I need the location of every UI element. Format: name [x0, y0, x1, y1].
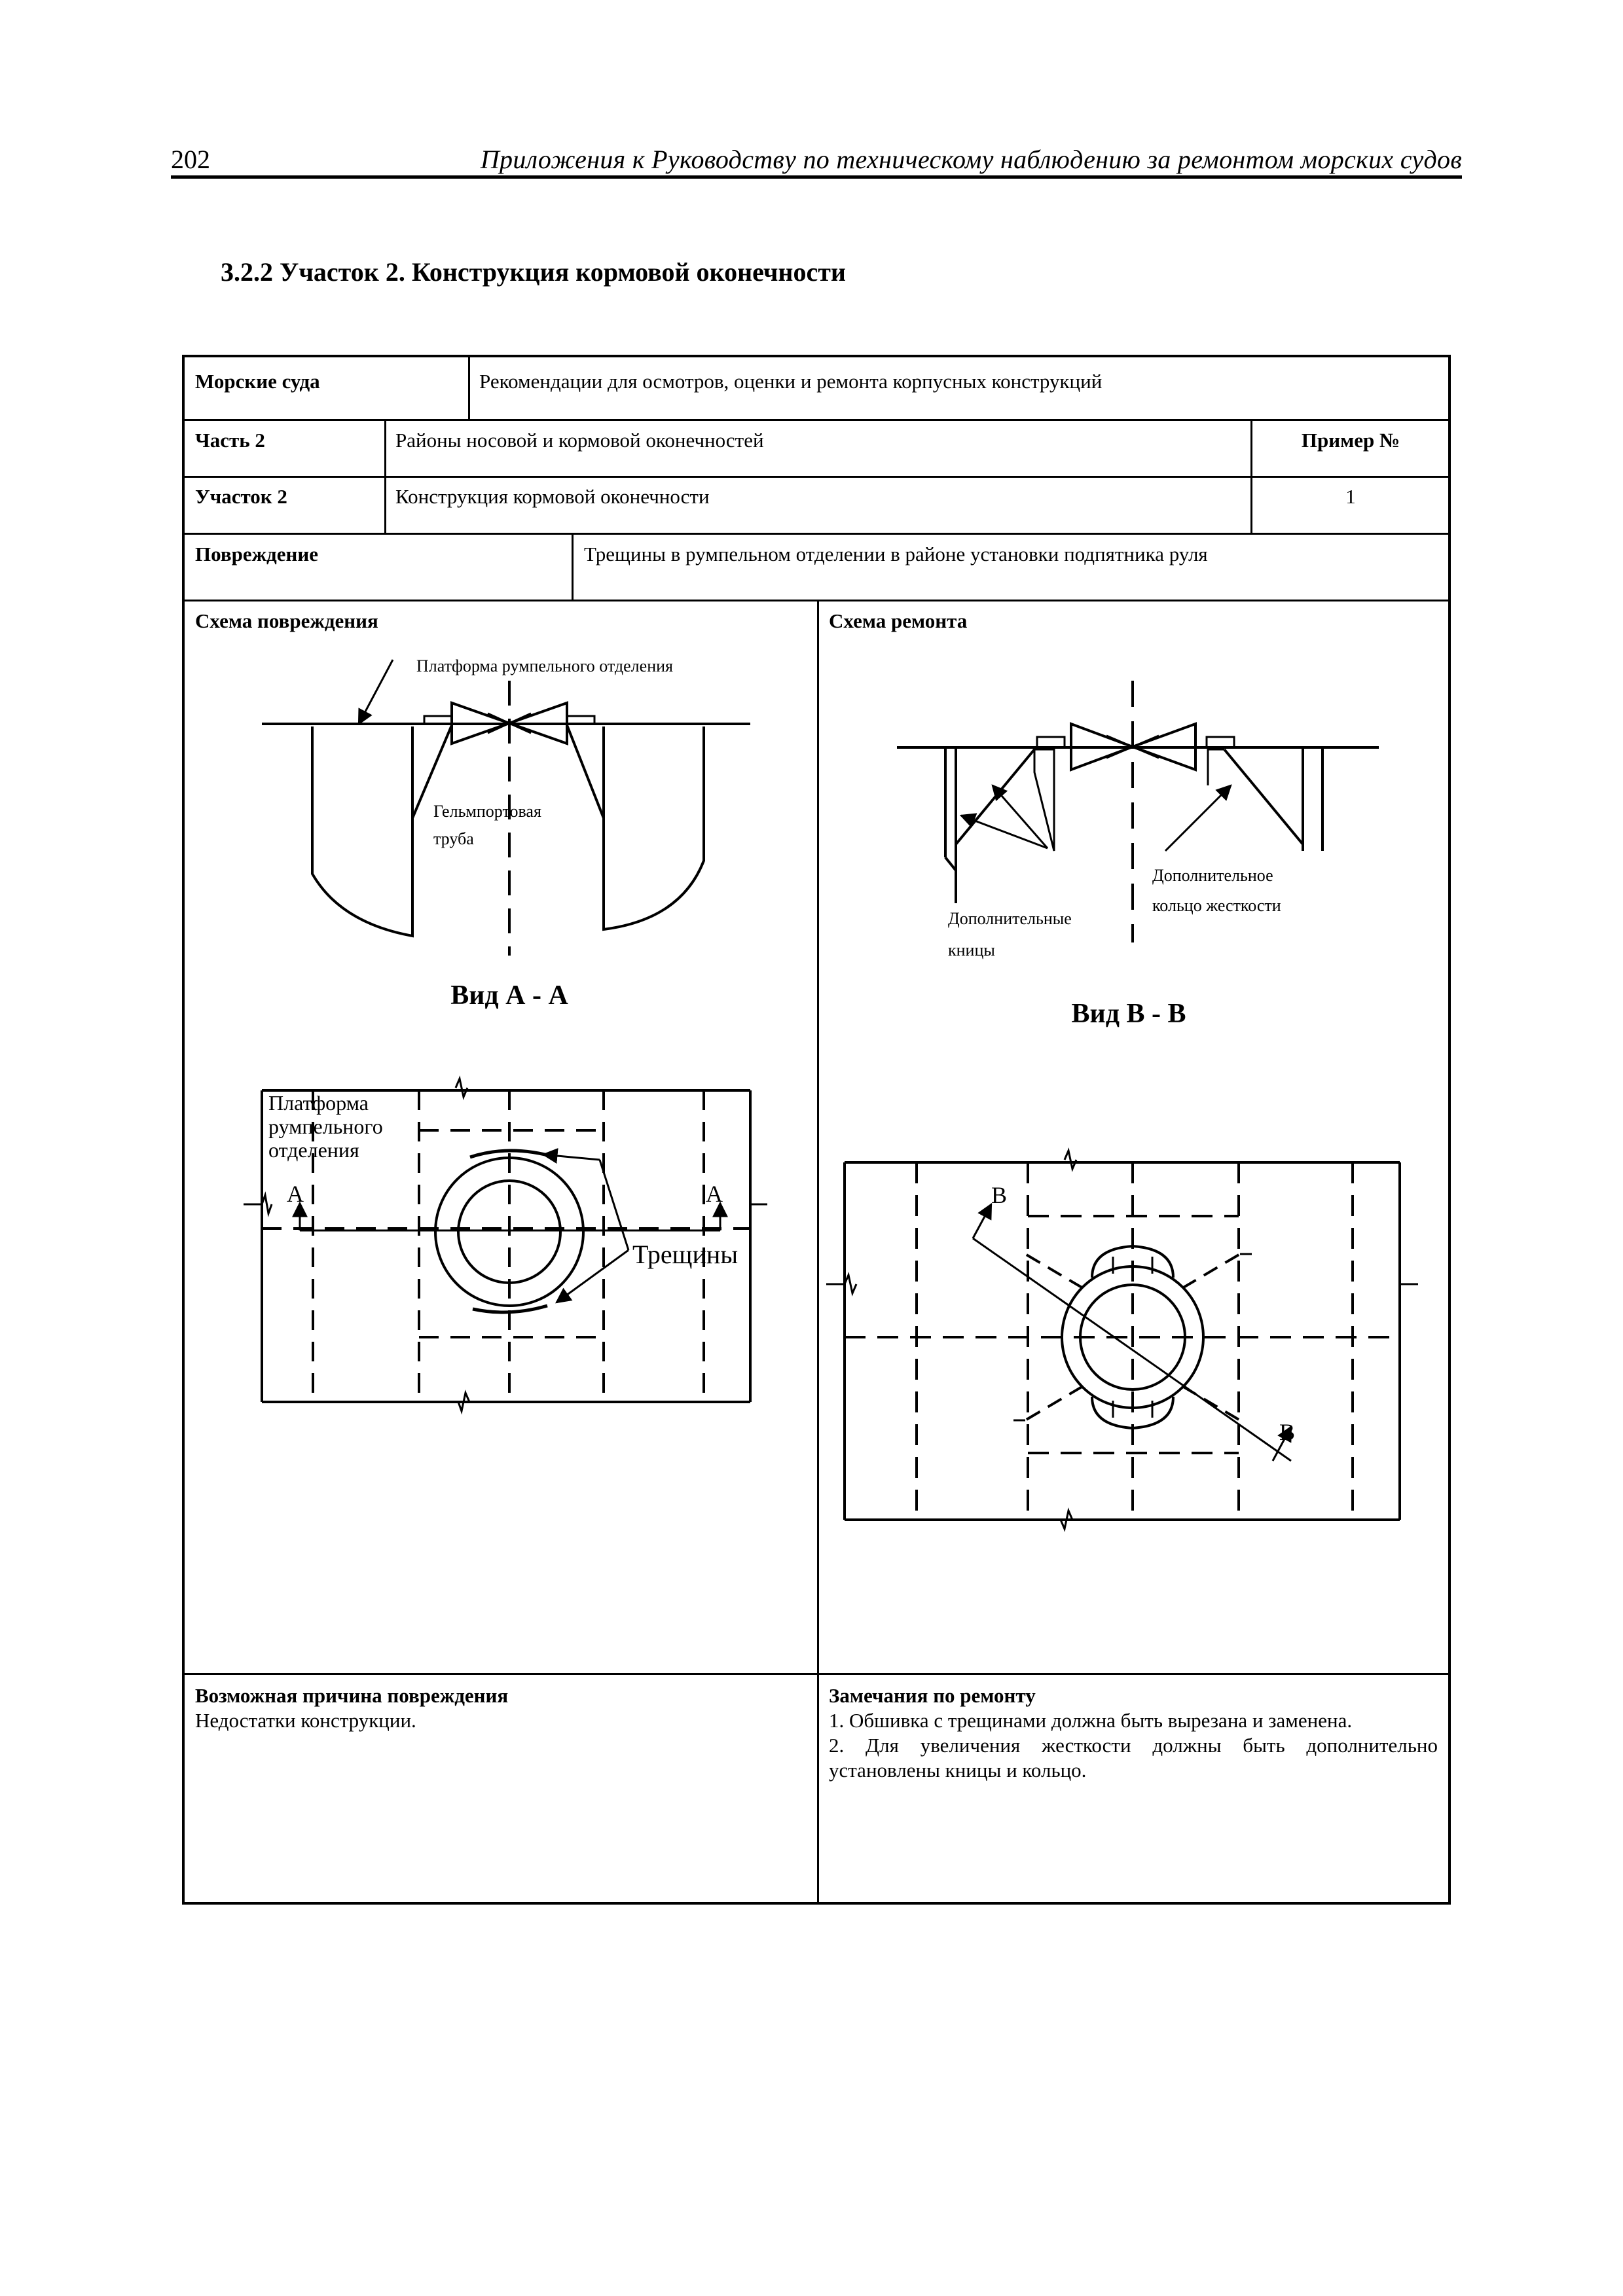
brackets-label-2: кницы — [948, 941, 995, 960]
repair-plan-view — [826, 1151, 1418, 1529]
brackets-label-1: Дополнительные — [948, 909, 1072, 928]
section-mark-b-top: В — [991, 1182, 1008, 1208]
cracks-label: Трещины — [632, 1240, 739, 1269]
running-title: Приложения к Руководству по техническому наблюдению за ремонтом морских судов — [480, 145, 1462, 174]
repair-section-view — [897, 681, 1379, 942]
row2-value: Районы носовой и кормовой оконечностей — [395, 429, 764, 452]
plan-label-1: Платформа — [268, 1091, 369, 1115]
row3-value: Конструкция кормовой оконечности — [395, 485, 710, 508]
example-number: 1 — [1345, 485, 1356, 508]
section-mark-b-bottom: В — [1279, 1419, 1296, 1445]
damage-label: Повреждение — [195, 543, 318, 565]
section-mark-a-left: А — [287, 1181, 304, 1207]
view-aa-title: Вид А - А — [450, 980, 568, 1011]
example-label: Пример № — [1301, 429, 1400, 452]
remarks-heading: Замечания по ремонту — [829, 1684, 1036, 1707]
section-title: 3.2.2 Участок 2. Конструкция кормовой оконечности — [221, 257, 846, 287]
tube-label-2: труба — [433, 829, 474, 848]
section-mark-a-right: А — [706, 1181, 723, 1207]
tube-label-1: Гельмпортовая — [433, 802, 541, 821]
row1-label: Морские суда — [195, 370, 320, 393]
ring-label-2: кольцо жесткости — [1152, 896, 1281, 915]
cause-text: Недостатки конструкции. — [195, 1709, 416, 1732]
remarks-item-2: 2. Для увеличения жесткости должны быть дополнительно установлены кницы и кольцо. — [829, 1734, 1438, 1782]
platform-label: Платформа румпельного отделения — [416, 656, 673, 675]
row2-label: Часть 2 — [195, 429, 265, 452]
damage-scheme-heading: Схема повреждения — [195, 609, 378, 632]
row3-label: Участок 2 — [195, 485, 287, 508]
page-number: 202 — [171, 145, 210, 174]
cause-heading: Возможная причина повреждения — [195, 1684, 509, 1707]
plan-label-3: отделения — [268, 1138, 359, 1162]
row1-value: Рекомендации для осмотров, оценки и ремонта корпусных конструкций — [479, 370, 1103, 393]
remarks-item-1: 1. Обшивка с трещинами должна быть вырезана и заменена. — [829, 1709, 1353, 1732]
repair-scheme-heading: Схема ремонта — [829, 609, 968, 632]
view-bb-title: Вид В - В — [1071, 999, 1186, 1029]
damage-value: Трещины в румпельном отделении в районе установки подпятника руля — [584, 543, 1208, 565]
ring-label-1: Дополнительное — [1152, 866, 1273, 885]
plan-label-2: румпельного — [268, 1115, 383, 1138]
